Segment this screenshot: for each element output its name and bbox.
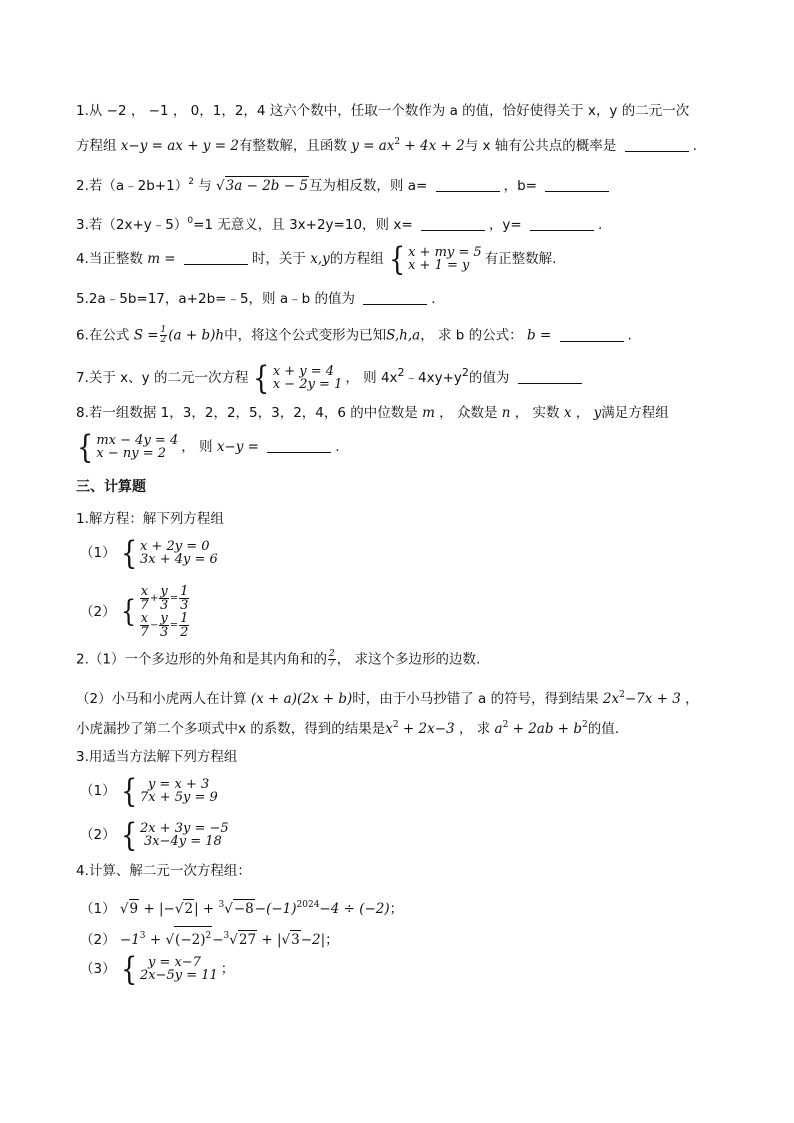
q2-text-a: 2.若（a﹣2b+1） [76, 178, 189, 194]
problem-3-item-1 [80, 772, 221, 810]
q7-exponent-1: 2 [397, 366, 405, 379]
question-1-line-1 [76, 102, 689, 120]
q4-variables: x,y [310, 251, 330, 267]
q6-answer-blank[interactable] [560, 329, 624, 342]
brace-symbol: { [253, 359, 270, 397]
q1-text-b3: 有整数解，且函数 [238, 138, 347, 154]
frac-num: x [140, 611, 149, 626]
q3-exponent: 0 [187, 216, 194, 226]
q8-expression: x−y = [216, 439, 259, 455]
q8-equation-system [75, 428, 179, 466]
p2-text-c5: ， 求 [458, 721, 491, 737]
p4-i2-op-2: − [212, 932, 224, 948]
p2-result-b: x [385, 721, 393, 737]
p2-exp-b: 2 [392, 720, 399, 730]
p3-item-1-system [119, 772, 218, 810]
op: = [169, 620, 179, 631]
p2-target-exp-1: 2 [502, 720, 509, 730]
q7-equation-system [251, 359, 343, 397]
q1-period: . [692, 138, 697, 154]
q4-text-d: 有正整数解. [484, 251, 557, 267]
q8-text-b: ， 众数是 [439, 405, 498, 421]
op: + [150, 593, 159, 604]
p1-i1-eq-1: x + 2y = 0 [139, 539, 210, 554]
problem-1-item-1 [80, 534, 221, 572]
problem-3-title: 3.用适当方法解下列方程组 [76, 749, 238, 765]
q6-formula-expr: (a + b)h [168, 327, 225, 344]
p1-item-1-system [119, 534, 218, 572]
problem-2-line-2 [76, 686, 699, 708]
p4-i1-semicolon: ； [389, 901, 404, 917]
frac-den: 2 [180, 625, 189, 640]
p4-i2-exp-1: 3 [139, 931, 146, 941]
q8-var-x: x [563, 405, 572, 421]
q2-exponent: 2 [188, 177, 194, 187]
p4-i2-sqrt [174, 926, 212, 949]
q6-frac-denominator: 2 [160, 335, 167, 345]
p2-product: (x + a)(2x + b) [250, 691, 353, 707]
p4-i2-cube-index: 3 [223, 931, 230, 941]
p4-item-3-system [119, 950, 218, 988]
p3-item-2-system [119, 816, 229, 854]
p1-item-2-system [119, 585, 191, 639]
question-8-line-2 [72, 428, 340, 466]
p1-i1-eq-2: 3x + 4y = 6 [139, 552, 218, 567]
problem-4-item-3 [80, 950, 235, 988]
brace-symbol: { [77, 428, 94, 466]
problem-4-title: 4.计算、解二元一次方程组： [76, 863, 251, 879]
frac-num: 1 [180, 611, 189, 626]
q8-var-n: n [501, 405, 511, 421]
q5-period: . [431, 291, 436, 307]
problem-3-item-2 [80, 816, 232, 854]
q8-var-y: y [593, 405, 602, 421]
q1-function-rest: + 4x + 2 [400, 138, 465, 154]
p3-i1-eq-2: 7x + 5y = 9 [139, 790, 218, 805]
q8-eq-1: mx − 4y = 4 [96, 433, 179, 448]
brace-symbol: { [120, 772, 137, 810]
q4-eq-2: x + 1 = y [408, 258, 470, 273]
q8-eq-2: x − ny = 2 [96, 446, 166, 461]
question-3 [76, 212, 602, 234]
q6-frac-numerator: 1 [160, 325, 167, 335]
p4-i1-op-2: | + [194, 901, 219, 917]
q4-text-b: 时，关于 [251, 251, 306, 267]
q6-known-vars: S,h,a [386, 327, 421, 344]
p4-i2-semicolon: ； [325, 932, 339, 948]
question-8-line-1 [76, 404, 669, 422]
p4-i1-cube-index: 3 [218, 900, 225, 910]
q4-eq-1: x + my = 5 [408, 245, 482, 260]
q3-answer-x-blank[interactable] [421, 218, 485, 231]
q3-text-b: =1 无意义，且 3x+2y=10，则 x= [193, 217, 413, 233]
problem-4-item-2: $(2) -1^3 + √(-2)^2-^3√27 + |√3-2|$； [80, 926, 339, 949]
q2-text-c: 互为相反数，则 a= [308, 178, 428, 194]
q8-text-d: ， [575, 405, 590, 421]
p4-i2-abs-end: −2| [300, 932, 326, 948]
q2-answer-a-blank[interactable] [436, 179, 500, 192]
question-2 [76, 173, 613, 195]
question-5 [76, 290, 436, 308]
q3-text-a: 3.若（2x+y﹣5） [76, 217, 188, 233]
q1-text-b1: 方程组 [76, 138, 117, 154]
p4-i2-op-1: + [145, 932, 166, 948]
q2-answer-b-blank[interactable] [545, 179, 609, 192]
question-4 [76, 240, 557, 278]
question-7 [76, 359, 586, 397]
brace-symbol: { [120, 950, 137, 988]
p2-comma: ， [685, 691, 699, 707]
q6-period: . [627, 327, 632, 344]
p4-item-3-label: （3） [80, 961, 116, 977]
p3-i2-eq-2: 3x−4y = 18 [143, 834, 222, 849]
p2-target-a: a [494, 721, 503, 737]
p4-i3-eq-1: y = x−7 [147, 955, 201, 970]
q6-formula-s: S = [133, 327, 159, 344]
p2-text-b1: （2）小马和小虎两人在计算 [76, 691, 247, 707]
q3-text-c: ，y= [488, 217, 522, 233]
sqrt-symbol: √ [216, 178, 225, 194]
q8-var-m: m [422, 405, 435, 421]
p2-result-a-rest: −7x + 3 [624, 691, 681, 707]
q4-equation-system [387, 240, 482, 278]
q8-period: . [335, 439, 340, 455]
p3-i1-eq-1: y = x + 3 [147, 777, 210, 792]
p3-i2-eq-1: 2x + 3y = −5 [139, 821, 229, 836]
q1-function: y = ax [351, 138, 395, 154]
q1-text-b7: 与 x 轴有公共点的概率是 [464, 138, 617, 154]
q4-text-c: 的方程组 [329, 251, 384, 267]
frac-den: 3 [159, 598, 169, 613]
p2-exp-a: 2 [619, 690, 625, 700]
frac-num: 1 [180, 584, 189, 599]
p4-i1-radicand-9: 9 [129, 901, 139, 917]
q6-text-a: 6.在公式 [76, 327, 130, 344]
p1-item-2-label: （2） [80, 604, 116, 620]
frac-den: 3 [159, 625, 169, 640]
p1-item-1-label: （1） [80, 545, 116, 561]
p4-i1-division: −4 ÷ (−2) [319, 901, 390, 917]
problem-2-line-3 [76, 716, 619, 738]
p2-fraction [328, 650, 336, 669]
brace-symbol: { [120, 594, 136, 629]
question-1-line-2 [76, 133, 697, 155]
p4-i1-radicand-2: 2 [184, 901, 194, 917]
brace-symbol: { [120, 534, 137, 572]
q6-fraction [160, 326, 168, 345]
p3-item-1-label: （1） [80, 783, 116, 799]
p4-i2-radicand-exp: 2 [205, 931, 212, 941]
q4-variable-m: m = [147, 251, 176, 267]
p2-frac-num: 2 [328, 649, 335, 659]
brace-symbol: { [388, 240, 406, 278]
p4-i1-radicand-neg8: −8 [233, 901, 254, 917]
op: = [169, 593, 179, 604]
q2-text-b: 与 [198, 178, 212, 194]
q7-text-a: 7.关于 x、y 的二元一次方程 [76, 370, 249, 386]
q4-text-a: 4.当正整数 [76, 251, 143, 267]
p2-text-a2: ， 求这个多边形的边数. [336, 651, 481, 668]
p2-text-b3: 时，由于小马抄错了 a 的符号，得到结果 [352, 691, 599, 707]
frac-num: y [160, 584, 168, 599]
q1-text: 1.从 −2 ， −1 ， 0，1，2，4 这六个数中，任取一个数作为 a 的值，恰好使得关于 x，y 的二元一次 [76, 103, 690, 119]
p2-result-b-rest: + 2x−3 [398, 721, 455, 737]
q5-answer-blank[interactable] [363, 292, 427, 305]
p4-i3-eq-2: 2x−5y = 11 [139, 968, 218, 983]
q3-period: . [598, 217, 603, 233]
q6-text-b: 中，将这个公式变形为已知 [224, 327, 387, 344]
p4-item-2-label: （2） [80, 932, 116, 948]
p4-i3-semicolon: ； [220, 961, 235, 977]
q5-text-a: 5.2a﹣5b=17，a+2b=﹣5，则 a﹣b 的值为 [76, 291, 355, 307]
p4-i2-radicand-27: 27 [238, 932, 257, 948]
problem-2-line-1 [76, 650, 480, 669]
q7-eq-2: x − 2y = 1 [272, 377, 343, 392]
frac-den: 7 [140, 598, 149, 613]
q7-eq-1: x + y = 4 [272, 364, 335, 379]
q7-text-d: 的值为 [468, 370, 510, 386]
p4-i2-radicand-3: 3 [291, 932, 300, 948]
frac-den: 3 [180, 598, 189, 613]
q8-text-e: 满足方程组 [601, 405, 669, 421]
q4-answer-blank[interactable] [184, 252, 248, 265]
q6-text-c: ， 求 b 的公式： [420, 327, 523, 344]
q7-text-c: ﹣4xy+y [404, 370, 462, 386]
brace-symbol: { [120, 816, 137, 854]
section-3-title: 三、计算题 [76, 479, 146, 495]
p4-i1-power-exp: 2024 [296, 900, 320, 910]
p2-text-c10: 的值. [587, 721, 620, 737]
q7-answer-blank[interactable] [518, 371, 582, 384]
q8-text-f: ， 则 [181, 439, 213, 455]
p4-i1-op-1: + |− [139, 901, 175, 917]
op: − [150, 620, 159, 631]
p2-result-a: 2x [602, 691, 620, 707]
p4-i2-op-3: + | [257, 932, 282, 948]
q6-b-equals: b = [526, 327, 552, 344]
p2-text-a1: 2.（1）一个多边形的外角和是其内角和的 [76, 651, 327, 668]
p2-target-mid: + 2ab + b [508, 721, 583, 737]
p3-item-2-label: （2） [80, 827, 116, 843]
p4-i1-power-base: −(−1) [254, 901, 297, 917]
p2-frac-den: 7 [328, 659, 335, 669]
problem-1-item-2 [80, 585, 193, 639]
p4-i2-radicand: (−2) [175, 932, 206, 948]
p2-target-exp-2: 2 [582, 720, 588, 730]
q2-text-d: ，b= [503, 178, 537, 194]
frac-den: 7 [140, 625, 149, 640]
q8-answer-blank[interactable] [267, 440, 331, 453]
problem-4-item-1: （1） $√9 + |-√2| + ^3√-8-(-1)^{2024}-4 \div (-2)$； [80, 900, 404, 917]
q3-answer-y-blank[interactable] [530, 218, 594, 231]
p4-i2-term-1: −1 [119, 932, 140, 948]
q8-text-a: 8.若一组数据 1，3，2，2，5，3，2，4，6 的中位数是 [76, 405, 418, 421]
q1-exponent: 2 [394, 137, 401, 147]
q8-text-c: ， 实数 [514, 405, 560, 421]
p2-text-c1: 小虎漏抄了第二个多项式中x 的系数，得到的结果是 [76, 721, 386, 737]
q1-equation: x−y = ax + y = 2 [120, 138, 239, 154]
frac-num: x [140, 584, 149, 599]
q2-radicand: 3a − 2b − 5 [225, 178, 308, 194]
frac-num: y [160, 611, 168, 626]
p4-item-1-label: （1） [80, 901, 116, 917]
q7-text-b: ， 则 4x [345, 370, 398, 386]
q7-exponent-2: 2 [461, 366, 469, 379]
q1-answer-blank[interactable] [625, 139, 689, 152]
question-6 [76, 326, 632, 345]
problem-1-title: 1.解方程：解下列方程组 [76, 511, 224, 527]
